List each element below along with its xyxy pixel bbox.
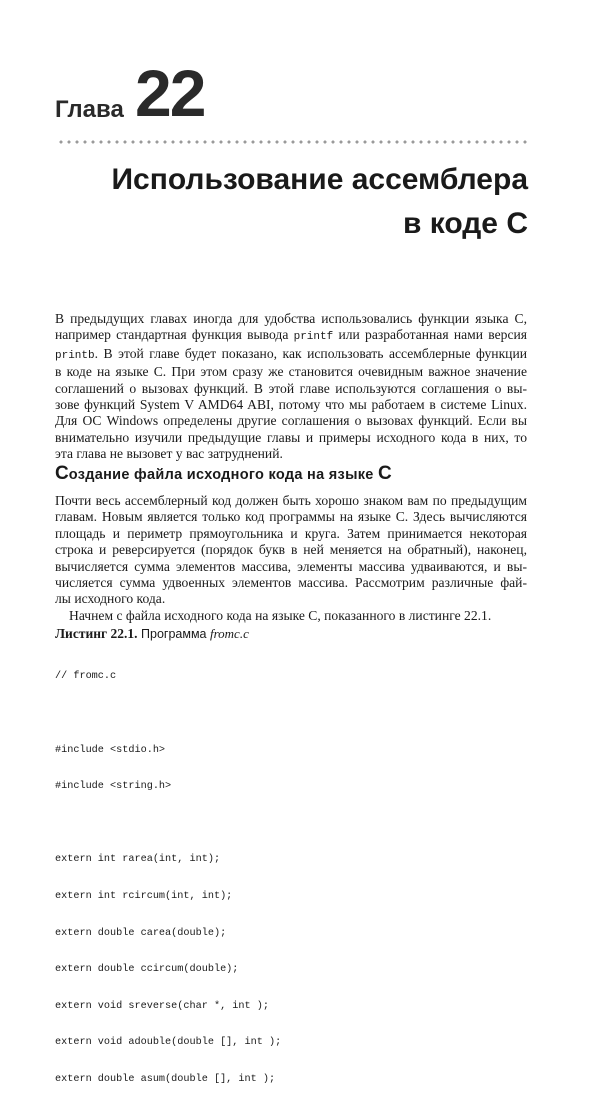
code-line: extern int rcircum(int, int); bbox=[55, 890, 233, 902]
intro-line: в коде на языке C. При этом сразу же становится очевидным важное значение bbox=[55, 364, 527, 380]
listing-caption bbox=[55, 626, 249, 642]
listing-caption-text: Программа bbox=[137, 627, 210, 641]
section-line: лы исходного кода. bbox=[55, 591, 166, 607]
section-paragraph bbox=[55, 493, 527, 624]
intro-text: например стандартная функция вывода bbox=[55, 327, 294, 343]
intro-line: зове функций System V AMD64 ABI, потому что мы работаем в системе Linux. bbox=[55, 397, 527, 413]
chapter-title-line-2: в коде C bbox=[402, 207, 528, 240]
code-line: extern double ccircum(double); bbox=[55, 964, 239, 976]
intro-line bbox=[55, 346, 527, 364]
code-line bbox=[55, 818, 281, 830]
inline-code-printb: printb bbox=[55, 349, 95, 362]
intro-line: внимательно изучили предыдущие главы и примеры исходного кода в них, то bbox=[55, 429, 527, 445]
section-line: вычисляется сумма элементов массива, элементы массива удваиваются, и вы- bbox=[55, 558, 527, 574]
listing-label: Листинг 22.1. bbox=[55, 626, 138, 641]
code-line: extern void sreverse(char *, int ); bbox=[55, 1000, 269, 1012]
section-heading-initial: С bbox=[55, 463, 69, 484]
dotted-divider bbox=[57, 140, 529, 144]
intro-line: В предыдущих главах иногда для удобства использовались функции языка C, bbox=[55, 311, 527, 326]
inline-code-printf: printf bbox=[293, 331, 334, 344]
code-line bbox=[55, 708, 281, 720]
section-line: числяется сумма удвоенных элементов массива. Рассмотрим различные фай- bbox=[55, 575, 527, 591]
intro-text: или разработанная нами версия bbox=[333, 327, 528, 343]
chapter-number: 22 bbox=[135, 56, 205, 130]
intro-line bbox=[55, 327, 527, 345]
chapter-label: Глава bbox=[55, 96, 124, 123]
section-heading-final: C bbox=[378, 463, 392, 484]
intro-line: Для ОС Windows определены другие соглашения о вызовах функций. Если вы bbox=[55, 413, 527, 429]
section-line: площадь и периметр прямоугольника и круга. Затем принимается некоторая bbox=[55, 525, 527, 541]
intro-text: . В этой главе будет показано, как использовать ассемблерные функции bbox=[94, 345, 527, 361]
code-line: extern void adouble(double [], int ); bbox=[55, 1037, 282, 1049]
section-indent-line: Начнем с файла исходного кода на языке C, показанного в листинге 22.1. bbox=[69, 607, 492, 623]
intro-paragraph bbox=[55, 311, 527, 463]
code-line: extern int rarea(int, int); bbox=[55, 854, 221, 866]
code-line: #include <string.h> bbox=[55, 781, 172, 793]
section-heading-text: оздание файла исходного кода на языке bbox=[68, 467, 378, 483]
section-heading bbox=[55, 463, 392, 485]
chapter-title-line-1: Использование ассемблера bbox=[111, 163, 528, 196]
intro-line: соглашений о вызовах функций. В этой главе используются соглашения о вы- bbox=[55, 380, 527, 396]
section-line: Почти весь ассемблерный код должен быть хорошо знаком вам по предыдущим bbox=[55, 493, 527, 508]
listing-filename: fromc.c bbox=[209, 626, 249, 641]
code-listing bbox=[55, 647, 281, 1098]
code-line: extern double carea(double); bbox=[55, 927, 227, 939]
code-line: // fromc.c bbox=[55, 671, 117, 683]
code-line: extern double asum(double [], int ); bbox=[55, 1073, 276, 1085]
code-line: #include <stdio.h> bbox=[55, 744, 166, 756]
section-line: строка и реверсируется (порядок букв в ней меняется на обратный), наконец, bbox=[55, 542, 527, 558]
section-line: главам. Новым является только код программы на языке C. Здесь вычисляются bbox=[55, 509, 527, 525]
intro-line: эта глава не вызовет у вас затруднений. bbox=[55, 446, 283, 462]
chapter-title bbox=[111, 158, 528, 246]
